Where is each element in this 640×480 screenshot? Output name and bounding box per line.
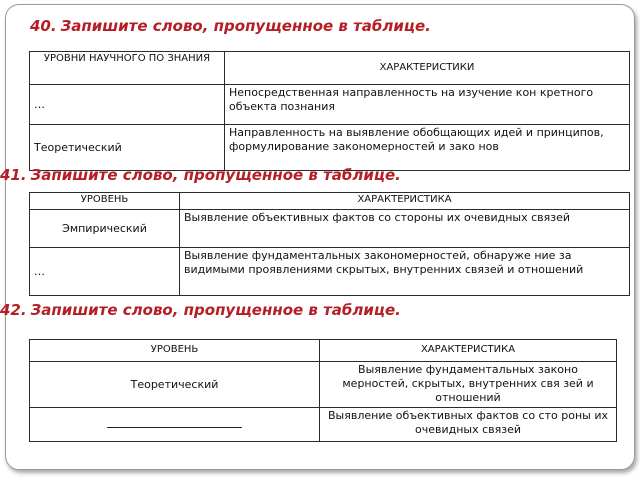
row1-desc: Выявление фундаментальных законо мерностей, скрытых, внутренних свя зей и отношений <box>320 362 617 408</box>
table-header-row <box>30 193 630 210</box>
task3-heading <box>0 301 401 319</box>
task2-number: 41. <box>0 166 27 184</box>
row1-level: Эмпирический <box>30 210 180 248</box>
header-characteristics: ХАРАКТЕРИСТИКИ <box>225 52 630 85</box>
task2-heading <box>0 166 401 184</box>
task2-heading-text: Запишите слово, пропущенное в таблице. <box>30 166 401 184</box>
table-row <box>30 408 617 442</box>
row2-desc: Выявление объективных фактов со сто роны их очевидных связей <box>320 408 617 442</box>
table-row <box>30 362 617 408</box>
task3-table <box>29 339 617 442</box>
row1-desc: Выявление объективных фактов со стороны их очевидных связей <box>180 210 630 248</box>
task1-heading <box>30 17 431 35</box>
task1-heading-text: Запишите слово, пропущенное в таблице. <box>60 17 431 35</box>
task1-number: 40. <box>30 17 57 35</box>
task2-table <box>29 192 630 296</box>
table-row <box>30 210 630 248</box>
row2-desc: Направленность на выявление обобщающих идей и принципов, формулирование закономерностей и зако нов <box>225 125 630 171</box>
header-characteristic: ХАРАКТЕРИСТИКА <box>180 193 630 210</box>
row2-level: Теоретический <box>30 125 225 171</box>
table-header-row <box>30 340 617 362</box>
header-level: УРОВЕНЬ <box>30 193 180 210</box>
slide <box>0 4 635 470</box>
row2-level: … <box>30 248 180 296</box>
row1-level: Теоретический <box>30 362 320 408</box>
task1-table <box>29 51 630 171</box>
header-levels: УРОВНИ НАУЧНОГО ПО ЗНАНИЯ <box>30 52 225 85</box>
row2-level <box>30 408 320 442</box>
header-level: УРОВЕНЬ <box>30 340 320 362</box>
row1-level: … <box>30 85 225 125</box>
row1-desc: Непосредственная направленность на изучение кон кретного объекта познания <box>225 85 630 125</box>
header-characteristic: ХАРАКТЕРИСТИКА <box>320 340 617 362</box>
row2-desc: Выявление фундаментальных закономерностей, обнаруже ние за видимыми проявлениями скрытых, внутренних связей и отношений <box>180 248 630 296</box>
answer-blank <box>107 417 242 428</box>
task3-heading-text: Запишите слово, пропущенное в таблице. <box>30 301 401 319</box>
table-header-row <box>30 52 630 85</box>
table-row <box>30 248 630 296</box>
table-row <box>30 125 630 171</box>
table-row <box>30 85 630 125</box>
task3-number: 42. <box>0 301 27 319</box>
